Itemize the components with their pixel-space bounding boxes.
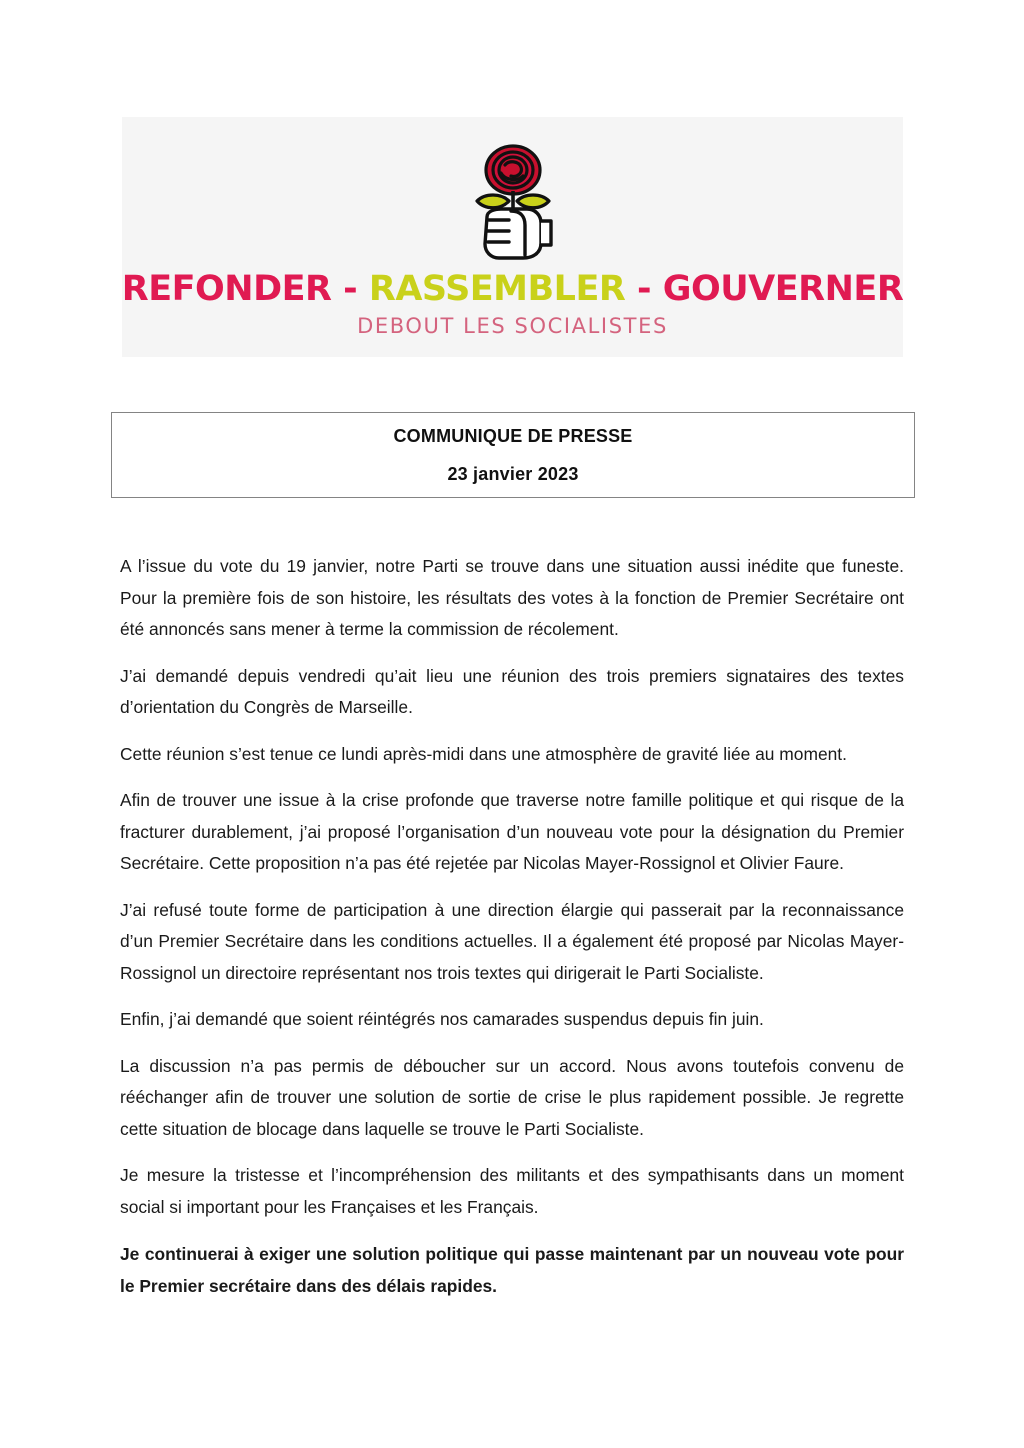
page-title: COMMUNIQUE DE PRESSE (393, 425, 633, 446)
body-paragraph: J’ai refusé toute forme de participation à une direction élargie qui passerait par la reconnaissance d’un Premier Secrétaire dans les conditions actuelles. Il a également été proposé par Nicolas Mayer-Rossignol un directoire représentant nos trois textes qui dirigerait le Parti Socialiste. (120, 899, 904, 983)
body-paragraph: La discussion n’a pas permis de déboucher sur un accord. Nous avons toutefois convenu de rééchanger afin de trouver une solution de sortie de crise le plus rapidement possible. Je regrette cette situation de blocage dans laquelle se trouve le Parti Socialiste. (120, 1055, 904, 1139)
body-paragraph: Je mesure la tristesse et l’incompréhension des militants et des sympathisants dans un moment social si important pour les Françaises et les Français. (120, 1165, 904, 1217)
rose-in-fist-emblem-icon (465, 143, 561, 261)
release-date: 23 janvier 2023 (447, 463, 579, 484)
slogan-separator-2: - (625, 269, 663, 309)
banner-slogan (122, 271, 904, 308)
slogan-word-gouverner: GOUVERNER (662, 269, 904, 309)
body-paragraph: Afin de trouver une issue à la crise profonde que traverse notre famille politique et qui risque de la fracturer durablement, j’ai proposé l’organisation d’un nouveau vote pour la désignation du Premier Secrétaire. Cette proposition n’a pas été rejetée par Nicolas Mayer-Rossignol et Olivier Faure. (120, 790, 904, 873)
slogan-word-refonder: REFONDER (121, 269, 332, 309)
slogan-word-rassembler: RASSEMBLER (368, 269, 626, 309)
body-paragraph-conclusion: Je continuerai à exiger une solution politique qui passe maintenant par un nouveau vote pour le Premier secrétaire dans des délais rapides. (120, 1244, 904, 1296)
body-paragraph: A l’issue du vote du 19 janvier, notre Parti se trouve dans une situation aussi inédite que funeste. Pour la première fois de son histoire, les résultats des votes à la fonction de Premier Secrétaire ont été annoncés sans mener à terme la commission de récolement. (120, 556, 904, 639)
body-paragraph: Enfin, j’ai demandé que soient réintégrés nos camarades suspendus depuis fin juin. (120, 1009, 764, 1029)
body-paragraph: J’ai demandé depuis vendredi qu’ait lieu une réunion des trois premiers signataires des textes d’orientation du Congrès de Marseille. (120, 665, 904, 717)
banner-subslogan: DEBOUT LES SOCIALISTES (357, 313, 668, 338)
logo-banner (122, 117, 903, 357)
slogan-separator-1: - (331, 269, 369, 309)
press-release-body (120, 551, 904, 1317)
body-paragraph: Cette réunion s’est tenue ce lundi après-midi dans une atmosphère de gravité liée au moment. (120, 743, 847, 764)
press-release-title-box (111, 412, 915, 498)
